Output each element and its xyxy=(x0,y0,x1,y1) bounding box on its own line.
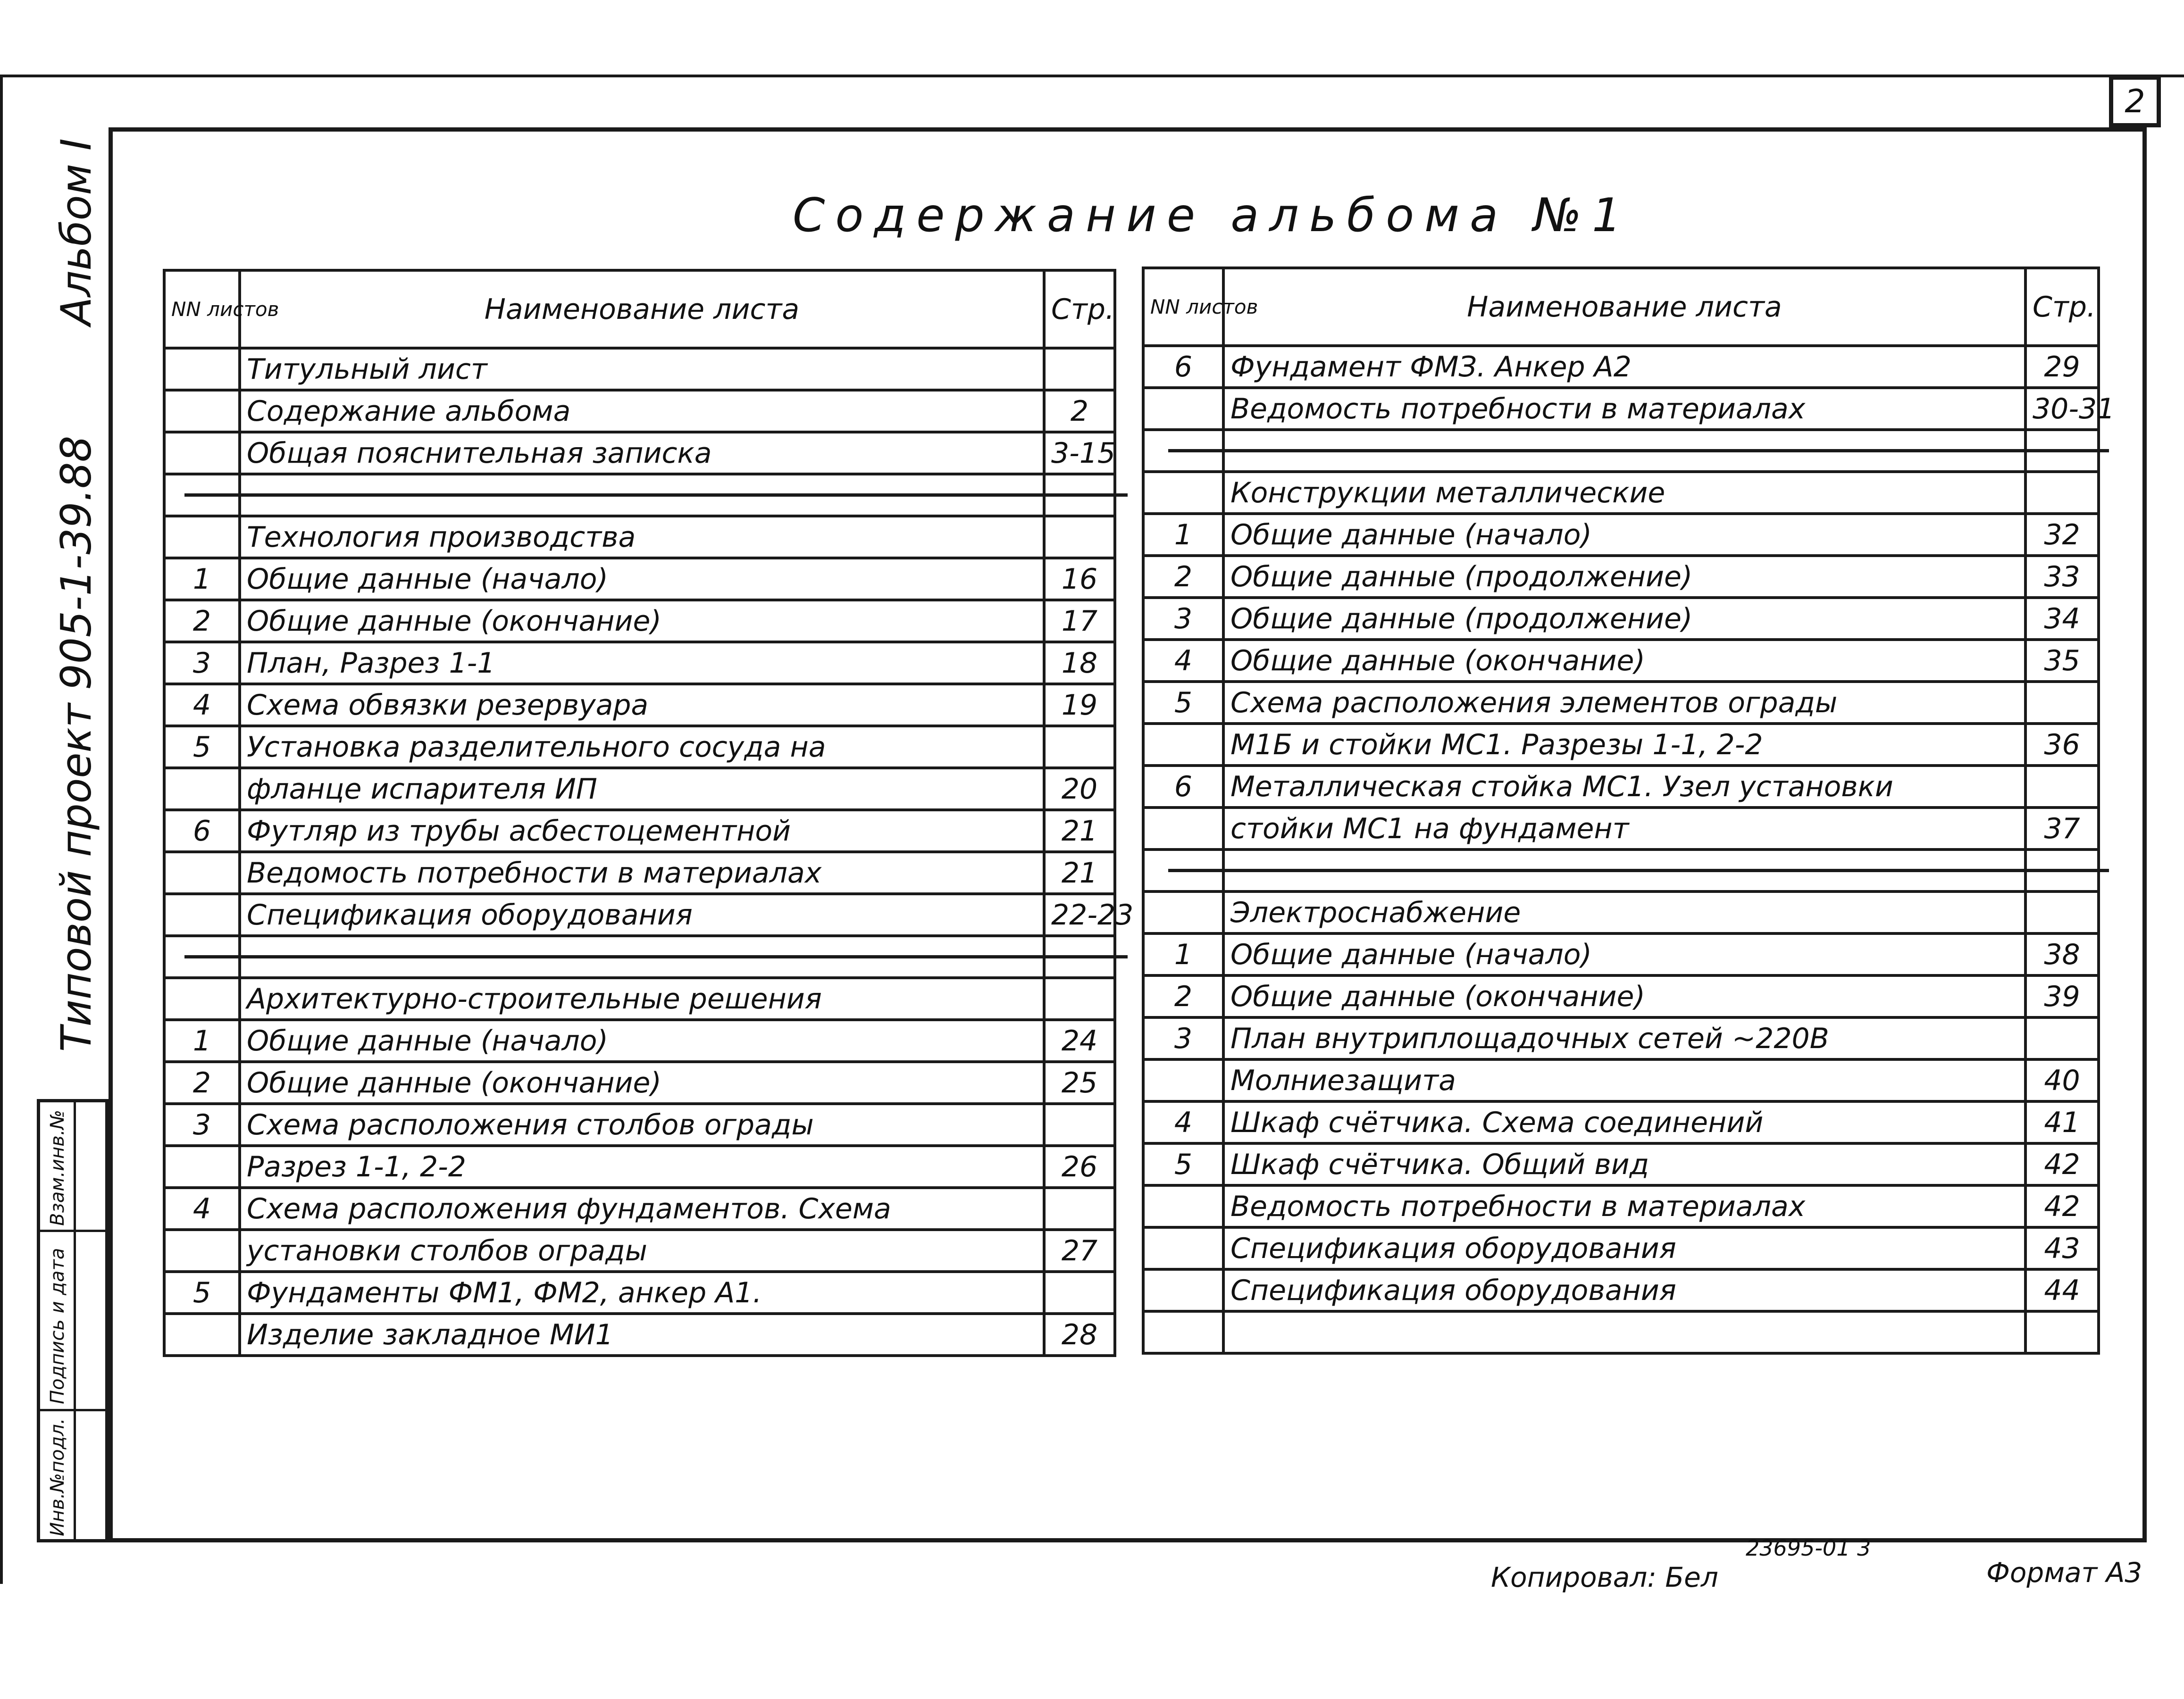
cell-num: 2 xyxy=(1143,975,1223,1017)
cell-page xyxy=(1044,726,1115,768)
cell-name xyxy=(1223,1311,2025,1353)
table-row xyxy=(1143,1269,2099,1311)
cell-num xyxy=(164,768,240,810)
cell-page: 25 xyxy=(1044,1062,1115,1104)
cell-page: 21 xyxy=(1044,852,1115,894)
cell-page: 32 xyxy=(2025,514,2099,556)
cell-name: Фундаменты ФМ1, ФМ2, анкер А1. xyxy=(240,1272,1044,1314)
cell-name: Общие данные (начало) xyxy=(240,558,1044,600)
cell-name: Ведомость потребности в материалах xyxy=(240,852,1044,894)
footer-code: 23695-01 3 xyxy=(1746,1535,1871,1561)
cell-name: Футляр из трубы асбестоцементной xyxy=(240,810,1044,852)
table-row xyxy=(1143,472,2099,514)
cell-page xyxy=(2025,1017,2099,1059)
cell-name: фланце испарителя ИП xyxy=(240,768,1044,810)
table-row xyxy=(164,1188,1115,1230)
cell-name: Общие данные (начало) xyxy=(1223,933,2025,975)
cell-num: 2 xyxy=(164,600,240,642)
table-row xyxy=(1143,933,2099,975)
table-row xyxy=(164,978,1115,1020)
table-row xyxy=(1143,975,2099,1017)
cell-page: 22-23 xyxy=(1044,894,1115,936)
cell-num: 5 xyxy=(1143,1143,1223,1185)
cell-num: 6 xyxy=(164,810,240,852)
cell-name: Общие данные (окончание) xyxy=(1223,975,2025,1017)
cell-name: Технология производства xyxy=(240,516,1044,558)
cell-name: Шкаф счётчика. Общий вид xyxy=(1223,1143,2025,1185)
header-num: NN листов xyxy=(164,270,240,348)
table-row xyxy=(164,348,1115,390)
cell-page xyxy=(2025,472,2099,514)
cell-num xyxy=(164,894,240,936)
table-row xyxy=(1143,766,2099,808)
stamp-inv-podl: Инв.№подл. xyxy=(47,1418,68,1536)
cell-page: 3-15 xyxy=(1044,432,1115,474)
cell-num xyxy=(1143,1185,1223,1227)
cell-page: 42 xyxy=(2025,1185,2099,1227)
album-label: Альбом I xyxy=(52,138,100,325)
header-name: Наименование листа xyxy=(240,270,1044,348)
cell-name: Содержание альбома xyxy=(240,390,1044,432)
table-header-row xyxy=(164,270,1115,348)
header-page: Стр. xyxy=(1044,270,1115,348)
cell-num: 3 xyxy=(164,642,240,684)
cell-num: 4 xyxy=(1143,640,1223,682)
table-row xyxy=(164,894,1115,936)
cell-name: М1Б и стойки МС1. Разрезы 1-1, 2-2 xyxy=(1223,724,2025,766)
stamp-podpis-data: Подпись и дата xyxy=(47,1248,68,1404)
cell-num: 3 xyxy=(1143,598,1223,640)
table-row xyxy=(1143,556,2099,598)
cell-num xyxy=(164,1314,240,1356)
cell-page xyxy=(2025,1311,2099,1353)
table-row xyxy=(164,1104,1115,1146)
stamp-vzam-inv: Взам.инв.№ xyxy=(47,1109,68,1226)
cell-num: 3 xyxy=(164,1104,240,1146)
stamp-row-divider xyxy=(40,1409,105,1411)
cell-name: Общие данные (окончание) xyxy=(240,600,1044,642)
cell-num xyxy=(164,1230,240,1272)
sheet-edge-left xyxy=(0,75,3,1584)
section-divider-row xyxy=(164,474,1115,516)
cell-name: Установка разделительного сосуда на xyxy=(240,726,1044,768)
cell-page xyxy=(1044,978,1115,1020)
table-row xyxy=(164,1314,1115,1356)
table-row xyxy=(1143,514,2099,556)
cell-num: 5 xyxy=(164,726,240,768)
cell-name: Спецификация оборудования xyxy=(1223,1269,2025,1311)
table-row xyxy=(1143,682,2099,724)
cell-num xyxy=(164,348,240,390)
table-row xyxy=(164,1062,1115,1104)
table-row xyxy=(1143,1143,2099,1185)
cell-page: 40 xyxy=(2025,1059,2099,1101)
cell-name: Ведомость потребности в материалах xyxy=(1223,388,2025,430)
cell-page: 24 xyxy=(1044,1020,1115,1062)
table-row xyxy=(1143,891,2099,933)
cell-num xyxy=(164,978,240,1020)
cell-page: 30-31 xyxy=(2025,388,2099,430)
cell-num: 4 xyxy=(164,684,240,726)
cell-page xyxy=(1044,1272,1115,1314)
cell-page: 28 xyxy=(1044,1314,1115,1356)
cell-num xyxy=(164,432,240,474)
cell-num xyxy=(164,390,240,432)
cell-page xyxy=(1044,1188,1115,1230)
cell-num xyxy=(1143,1227,1223,1269)
cell-name: Фундамент ФМЗ. Анкер А2 xyxy=(1223,346,2025,388)
table-row xyxy=(1143,1311,2099,1353)
cell-page: 26 xyxy=(1044,1146,1115,1188)
project-label: Типовой проект 905-1-39.88 xyxy=(52,435,100,1052)
cell-page: 41 xyxy=(2025,1101,2099,1143)
cell-num xyxy=(1143,808,1223,850)
cell-num: 6 xyxy=(1143,766,1223,808)
cell-page: 21 xyxy=(1044,810,1115,852)
cell-name xyxy=(240,936,1044,978)
cell-page: 42 xyxy=(2025,1143,2099,1185)
table-row xyxy=(1143,598,2099,640)
table-row xyxy=(1143,1101,2099,1143)
cell-page: 2 xyxy=(1044,390,1115,432)
cell-num xyxy=(1143,1059,1223,1101)
cell-num xyxy=(1143,724,1223,766)
cell-num: 5 xyxy=(164,1272,240,1314)
cell-num: 2 xyxy=(164,1062,240,1104)
cell-page: 34 xyxy=(2025,598,2099,640)
cell-num: 3 xyxy=(1143,1017,1223,1059)
cell-name: Металлическая стойка МС1. Узел установки xyxy=(1223,766,2025,808)
cell-num xyxy=(1143,891,1223,933)
table-row xyxy=(1143,346,2099,388)
cell-name: Схема расположения столбов ограды xyxy=(240,1104,1044,1146)
cell-name: установки столбов ограды xyxy=(240,1230,1044,1272)
table-row xyxy=(164,516,1115,558)
cell-name xyxy=(1223,850,2025,891)
section-divider-row xyxy=(164,936,1115,978)
cell-page: 44 xyxy=(2025,1269,2099,1311)
cell-page xyxy=(1044,348,1115,390)
table-row xyxy=(164,642,1115,684)
table-row xyxy=(164,1230,1115,1272)
cell-name: Архитектурно-строительные решения xyxy=(240,978,1044,1020)
cell-name: Изделие закладное МИ1 xyxy=(240,1314,1044,1356)
header-page: Стр. xyxy=(2025,268,2099,346)
cell-num: 5 xyxy=(1143,682,1223,724)
cell-name: Общие данные (продолжение) xyxy=(1223,556,2025,598)
table-row xyxy=(1143,808,2099,850)
cell-name: Разрез 1-1, 2-2 xyxy=(240,1146,1044,1188)
cell-page: 36 xyxy=(2025,724,2099,766)
table-row xyxy=(1143,1185,2099,1227)
cell-page xyxy=(1044,1104,1115,1146)
contents-table-right xyxy=(1142,267,2115,1355)
section-divider-row xyxy=(1143,430,2099,472)
table-row xyxy=(164,852,1115,894)
cell-page xyxy=(1044,516,1115,558)
cell-num: 1 xyxy=(164,1020,240,1062)
cell-name: Схема обвязки резервуара xyxy=(240,684,1044,726)
cell-page xyxy=(2025,766,2099,808)
cell-num xyxy=(1143,472,1223,514)
table-row xyxy=(164,558,1115,600)
table-row xyxy=(164,726,1115,768)
footer-format: Формат А3 xyxy=(1986,1557,2142,1589)
cell-name: Шкаф счётчика. Схема соединений xyxy=(1223,1101,2025,1143)
cell-page: 17 xyxy=(1044,600,1115,642)
cell-name: Схема расположения элементов ограды xyxy=(1223,682,2025,724)
cell-num xyxy=(164,516,240,558)
page-number-box xyxy=(2109,75,2161,127)
sheet-edge-top xyxy=(0,75,2184,77)
cell-name: Схема расположения фундаментов. Схема xyxy=(240,1188,1044,1230)
cell-num: 1 xyxy=(1143,933,1223,975)
table-row xyxy=(1143,1227,2099,1269)
cell-name: Ведомость потребности в материалах xyxy=(1223,1185,2025,1227)
footer-copied: Копировал: Бел xyxy=(1491,1561,1718,1593)
cell-name: Общая пояснительная записка xyxy=(240,432,1044,474)
table-row xyxy=(164,1146,1115,1188)
cell-num xyxy=(164,852,240,894)
cell-page: 29 xyxy=(2025,346,2099,388)
cell-num: 6 xyxy=(1143,346,1223,388)
table-row xyxy=(1143,1017,2099,1059)
approval-stamp xyxy=(37,1099,109,1542)
cell-page: 43 xyxy=(2025,1227,2099,1269)
table-row xyxy=(1143,724,2099,766)
table-row xyxy=(1143,640,2099,682)
table-row xyxy=(164,810,1115,852)
cell-page xyxy=(2025,891,2099,933)
cell-name: Спецификация оборудования xyxy=(1223,1227,2025,1269)
cell-page: 39 xyxy=(2025,975,2099,1017)
cell-name: План, Разрез 1-1 xyxy=(240,642,1044,684)
cell-page: 16 xyxy=(1044,558,1115,600)
cell-name: Общие данные (продолжение) xyxy=(1223,598,2025,640)
table-row xyxy=(1143,1059,2099,1101)
cell-name: Общие данные (окончание) xyxy=(240,1062,1044,1104)
cell-name: Общие данные (окончание) xyxy=(1223,640,2025,682)
cell-name: План внутриплощадочных сетей ~220В xyxy=(1223,1017,2025,1059)
cell-page: 33 xyxy=(2025,556,2099,598)
cell-name: Спецификация оборудования xyxy=(240,894,1044,936)
cell-name: Титульный лист xyxy=(240,348,1044,390)
cell-name: стойки МС1 на фундамент xyxy=(1223,808,2025,850)
table-row xyxy=(164,1272,1115,1314)
table-row xyxy=(164,600,1115,642)
page-number: 2 xyxy=(2125,83,2145,120)
cell-num: 4 xyxy=(164,1188,240,1230)
cell-page: 20 xyxy=(1044,768,1115,810)
cell-num xyxy=(1143,388,1223,430)
cell-num: 1 xyxy=(1143,514,1223,556)
table-row xyxy=(164,768,1115,810)
cell-name xyxy=(1223,430,2025,472)
cell-page: 37 xyxy=(2025,808,2099,850)
sheet-title: Содержание альбома №1 xyxy=(793,189,1632,242)
cell-num: 4 xyxy=(1143,1101,1223,1143)
table-row xyxy=(164,432,1115,474)
cell-num: 1 xyxy=(164,558,240,600)
stamp-row-divider xyxy=(40,1230,105,1232)
cell-name: Общие данные (начало) xyxy=(1223,514,2025,556)
cell-name: Электроснабжение xyxy=(1223,891,2025,933)
cell-num xyxy=(1143,1269,1223,1311)
cell-page: 19 xyxy=(1044,684,1115,726)
cell-num xyxy=(164,1146,240,1188)
cell-num xyxy=(1143,1311,1223,1353)
header-num: NN листов xyxy=(1143,268,1223,346)
section-divider-row xyxy=(1143,850,2099,891)
cell-num: 2 xyxy=(1143,556,1223,598)
table-row xyxy=(164,390,1115,432)
header-name: Наименование листа xyxy=(1223,268,2025,346)
cell-page: 35 xyxy=(2025,640,2099,682)
cell-name: Молниезащита xyxy=(1223,1059,2025,1101)
cell-name: Конструкции металлические xyxy=(1223,472,2025,514)
cell-page: 38 xyxy=(2025,933,2099,975)
table-row xyxy=(1143,388,2099,430)
table-header-row xyxy=(1143,268,2099,346)
table-row xyxy=(164,684,1115,726)
table-row xyxy=(164,1020,1115,1062)
contents-table-left xyxy=(163,269,1134,1357)
cell-page: 27 xyxy=(1044,1230,1115,1272)
cell-page xyxy=(2025,682,2099,724)
cell-name: Общие данные (начало) xyxy=(240,1020,1044,1062)
cell-page: 18 xyxy=(1044,642,1115,684)
cell-name xyxy=(240,474,1044,516)
